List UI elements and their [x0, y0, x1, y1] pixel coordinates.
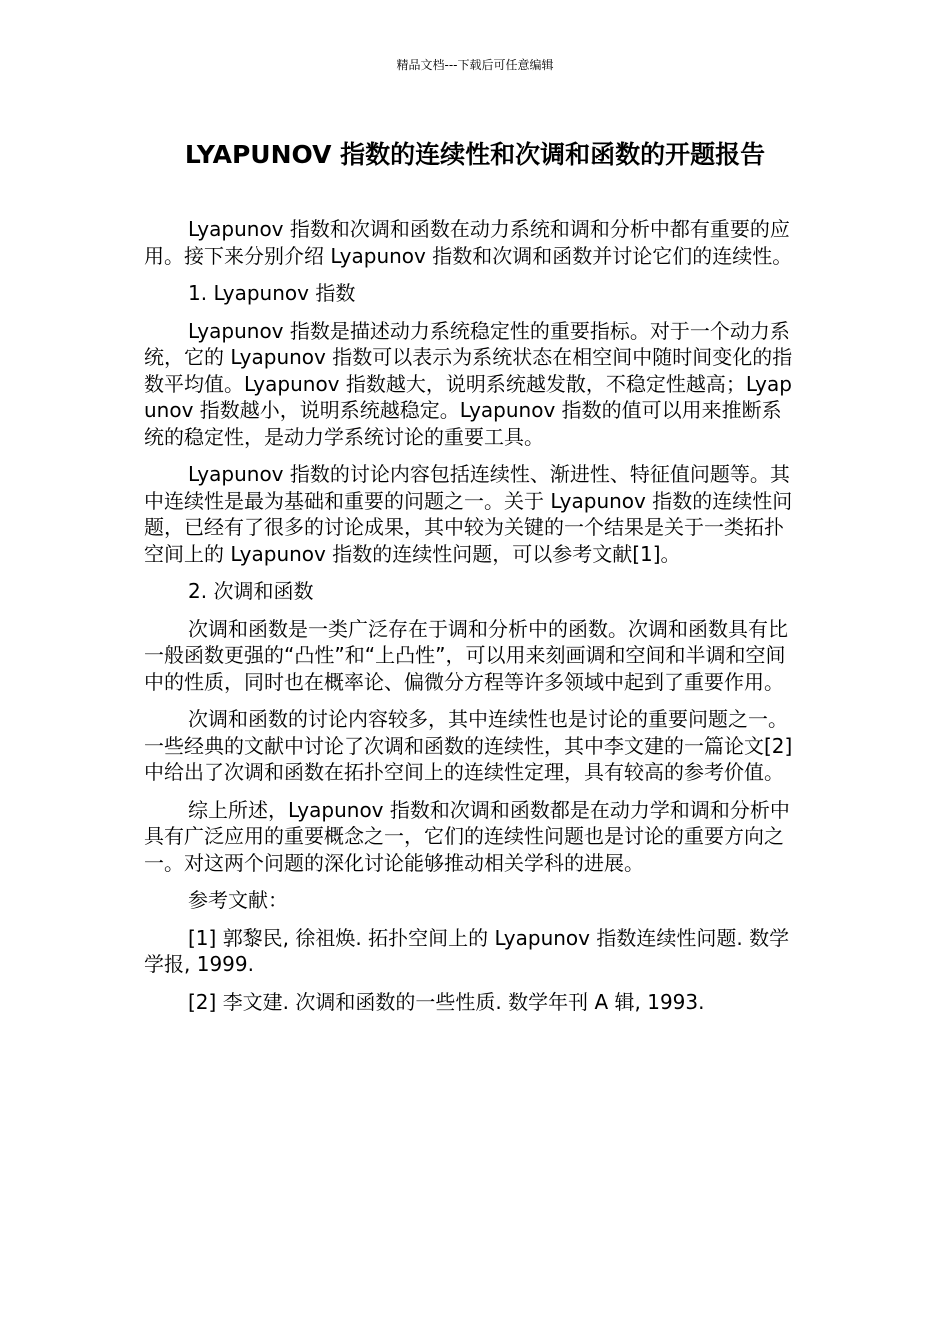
reference-item: [1] 郭黎民, 徐祖焕. 拓扑空间上的 Lyapunov 指数连续性问题. 数学学报, 1999.	[144, 925, 790, 976]
document-title: LYAPUNOV 指数的连续性和次调和函数的开题报告	[184, 140, 766, 169]
intro-paragraph: Lyapunov 指数和次调和函数在动力系统和调和分析中都有重要的应用。接下来分别介绍 Lyapunov 指数和次调和函数并讨论它们的连续性。	[144, 217, 793, 268]
subharmonic-definition-paragraph: 次调和函数是一类广泛存在于调和分析中的函数。次调和函数具有比一般函数更强的“凸性”和“上凸性”，可以用来刻画调和空间和半调和空间中的性质，同时也在概率论、偏微分方程等许多领域中起到了重要作用。	[144, 616, 788, 694]
reference-item: [2] 李文建. 次调和函数的一些性质. 数学年刊 A 辑, 1993.	[188, 989, 705, 1014]
document-body	[144, 216, 800, 1026]
references-heading: 参考文献：	[188, 888, 288, 912]
section-heading-subharmonic: 2. 次调和函数	[188, 579, 314, 603]
section-heading-lyapunov: 1. Lyapunov 指数	[188, 281, 356, 305]
summary-paragraph: 综上所述，Lyapunov 指数和次调和函数都是在动力学和调和分析中具有广泛应用的重要概念之一，它们的连续性问题也是讨论的重要方向之一。对这两个问题的深化讨论能够推动相关学科的进展。	[144, 797, 790, 875]
header-note: 精品文档---下载后可任意编辑	[396, 58, 554, 72]
subharmonic-continuity-paragraph: 次调和函数的讨论内容较多，其中连续性也是讨论的重要问题之一。一些经典的文献中讨论了次调和函数的连续性，其中李文建的一篇论文[2]中给出了次调和函数在拓扑空间上的连续性定理，具有较高的参考价值。	[144, 707, 793, 784]
lyapunov-definition-paragraph: Lyapunov 指数是描述动力系统稳定性的重要指标。对于一个动力系统，它的 Lyapunov 指数可以表示为系统状态在相空间中随时间变化的指数平均值。Lyapunov 指数越大，说明系统越发散，不稳定性越高；Lyapunov 指数越小，说明系统越稳定。Lyapunov 指数的值可以用来推断系统的稳定性，是动力学系统讨论的重要工具。	[144, 318, 793, 449]
lyapunov-continuity-paragraph: Lyapunov 指数的讨论内容包括连续性、渐进性、特征值问题等。其中连续性是最为基础和重要的问题之一。关于 Lyapunov 指数的连续性问题，已经有了很多的讨论成果，其中较为关键的一个结果是关于一类拓扑空间上的 Lyapunov 指数的连续性问题，可以参考文献[1]。	[144, 462, 793, 566]
